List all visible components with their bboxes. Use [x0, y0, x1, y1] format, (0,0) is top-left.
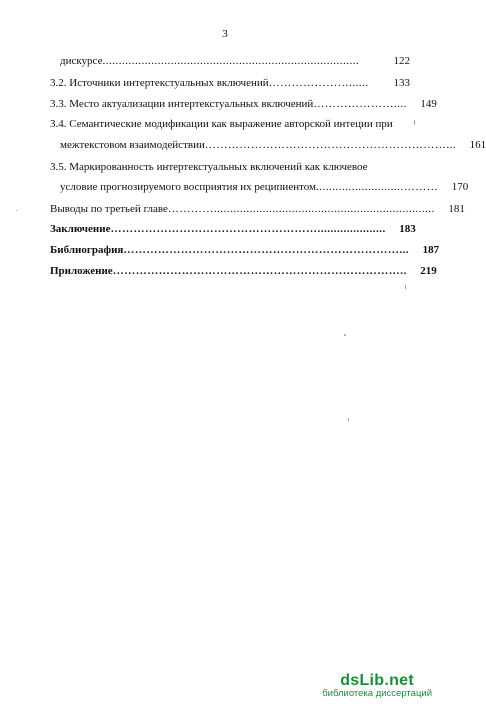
- toc-leader-dots: …………………......: [268, 77, 369, 89]
- toc-entry: [50, 265, 437, 277]
- toc-entry: [50, 203, 465, 215]
- toc-entry-title: Библиография: [50, 244, 124, 256]
- toc-entry-page: 183: [399, 223, 416, 235]
- watermark-caption: библиотека диссертаций: [322, 688, 432, 699]
- toc-leader-dots: ………………………………………………………………...: [123, 244, 410, 256]
- scan-speck: [405, 285, 406, 289]
- toc-entry-title: 3.2. Источники интертекстуальных включений: [50, 77, 269, 89]
- toc-entry: [50, 223, 416, 235]
- toc-entry-page: 122: [393, 55, 410, 67]
- toc-entry-title: Выводы по третьей главе: [50, 203, 168, 215]
- watermark: [322, 672, 432, 699]
- toc-entry-title: условие прогнозируемого восприятия их реципиентом: [60, 181, 317, 193]
- toc-entry-page: 181: [448, 203, 465, 215]
- toc-leader-dots: …………………....: [313, 98, 407, 110]
- toc-entry-title-line1: 3.5. Маркированность интертекстуальных включений как ключевое: [50, 161, 368, 173]
- toc-leader-dots: …………....................................................................: [167, 203, 435, 215]
- toc-entry-title: Приложение: [50, 265, 113, 277]
- toc-entry-page: 133: [393, 77, 410, 89]
- toc-entry-page: 161: [469, 139, 486, 151]
- toc-entry-page: 187: [422, 244, 440, 256]
- toc-entry-title: 3.3. Место актуализации интертекстуальных включений: [50, 98, 314, 110]
- watermark-logo: dsLib.net: [340, 672, 414, 689]
- scan-speck: [344, 334, 346, 336]
- toc-entry-page: 219: [420, 265, 437, 277]
- toc-entry-title: Заключение: [50, 223, 111, 235]
- toc-entry: [50, 98, 437, 110]
- toc-leader-dots: …………………………………………………………………..: [112, 265, 407, 277]
- toc-leader-dots: ...........................………: [316, 181, 439, 193]
- toc-entry: [50, 77, 410, 89]
- toc-leader-dots: ...............................................................................: [102, 55, 360, 67]
- toc-entry: [60, 55, 410, 67]
- toc-entry-page: 149: [420, 98, 437, 110]
- scan-speck: [348, 418, 349, 421]
- toc-leader-dots: ……………………………………………….....................: [110, 223, 386, 235]
- scan-speck: [16, 210, 17, 211]
- page-number: 3: [222, 28, 228, 40]
- toc-leader-dots: ………………………………………………………...: [204, 139, 457, 151]
- scan-speck: [414, 120, 415, 125]
- toc-entry-title: межтекстовом взаимодействии: [60, 139, 205, 151]
- toc-entry-title: дискурсе: [60, 55, 103, 67]
- toc-entry: [60, 139, 486, 151]
- toc-entry-page: 170: [451, 181, 469, 193]
- toc-entry: [50, 244, 440, 256]
- toc-entry: [60, 181, 469, 193]
- toc-entry-title-line1: 3.4. Семантические модификации как выражение авторской интеции при: [50, 118, 393, 130]
